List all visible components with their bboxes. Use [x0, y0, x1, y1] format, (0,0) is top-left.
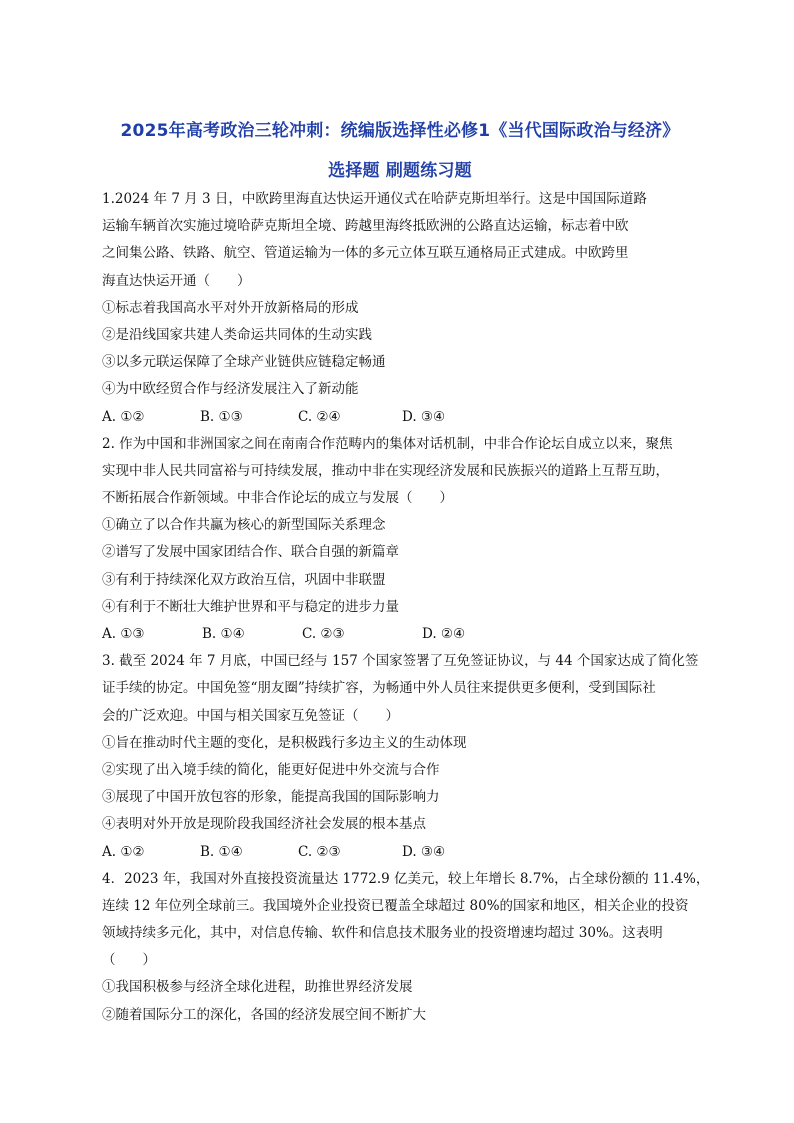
statement-item: ③以多元联运保障了全球产业链供应链稳定畅通: [102, 354, 386, 371]
option-b: B. ①④: [202, 626, 245, 642]
option-c: C. ②③: [302, 626, 345, 642]
statement-item: ①标志着我国高水平对外开放新格局的形成: [102, 299, 359, 316]
statement-item: ④表明对外开放是现阶段我国经济社会发展的根本基点: [102, 816, 426, 833]
statement-item: ④有利于不断壮大维护世界和平与稳定的进步力量: [102, 598, 399, 615]
statement-item: ②是沿线国家共建人类命运共同体的生动实践: [102, 326, 372, 343]
question-2: [102, 431, 702, 649]
statement-item: ①旨在推动时代主题的变化，是积极践行多边主义的生动体现: [102, 734, 467, 751]
question-stem-line: 1.2024 年 7 月 3 日，中欧跨里海直达快运开通仪式在哈萨克斯坦举行。这是中国国际道路: [102, 191, 647, 207]
option-a: A. ①③: [102, 626, 145, 642]
question-stem-line: 运输车辆首次实施过境哈萨克斯坦全境、跨越里海终抵欧洲的公路直达运输，标志着中欧: [102, 218, 629, 235]
option-c: C. ②③: [298, 843, 341, 860]
answer-options: [102, 404, 702, 431]
statement-item: ③展现了中国开放包容的形象，能提高我国的国际影响力: [102, 789, 440, 806]
question-stem-line: 4．2023 年，我国对外直接投资流量达 1772.9 亿美元，较上年增长 8.7%，占全球份额的 11.4%，: [102, 870, 710, 887]
statement-item: ④为中欧经贸合作与经济发展注入了新动能: [102, 381, 359, 398]
answer-options: [102, 839, 702, 866]
question-stem-line: 3. 截至 2024 年 7 月底，中国已经与 157 个国家签署了互免签证协议，与 44 个国家达成了简化签: [102, 653, 699, 670]
option-d: D. ③④: [402, 408, 446, 425]
document-title-line-1: 2025年高考政治三轮冲刺：统编版选择性必修1《当代国际政治与经济》: [120, 121, 680, 141]
question-stem-line: （ ）: [102, 952, 156, 969]
question-3: [102, 648, 702, 866]
option-a: A. ①②: [102, 843, 145, 860]
question-stem-line: 海直达快运开通（ ）: [102, 272, 251, 289]
questions-content: [102, 186, 710, 1029]
question-stem-line: 不断拓展合作新领域。中非合作论坛的成立与发展（ ）: [102, 490, 453, 507]
option-d: D. ③④: [402, 843, 446, 860]
document-title-line-2: 选择题 刷题练习题: [328, 161, 472, 181]
option-b: B. ①③: [200, 408, 243, 425]
question-stem-line: 2. 作为中国和非洲国家之间在南南合作范畴内的集体对话机制，中非合作论坛自成立以来，聚焦: [102, 435, 673, 452]
option-c: C. ②④: [298, 408, 341, 425]
option-d: D. ②④: [422, 626, 466, 642]
answer-options: [102, 621, 702, 648]
option-a: A. ①②: [102, 408, 145, 425]
statement-item: ②实现了出入境手续的简化，能更好促进中外交流与合作: [102, 761, 440, 778]
question-stem-line: 之间集公路、铁路、航空、管道运输为一体的多元立体互联互通格局正式建成。中欧跨里: [102, 245, 629, 262]
question-stem-line: 会的广泛欢迎。中国与相关国家互免签证（ ）: [102, 707, 399, 724]
question-stem-line: 连续 12 年位列全球前三。我国境外企业投资已覆盖全球超过 80%的国家和地区，相关企业的投资: [102, 897, 689, 914]
option-b: B. ①④: [200, 843, 243, 860]
statement-item: ②谱写了发展中国家团结合作、联合自强的新篇章: [102, 544, 399, 561]
question-1: [102, 186, 702, 431]
statement-item: ②随着国际分工的深化，各国的经济发展空间不断扩大: [102, 1006, 426, 1023]
question-stem-line: 领域持续多元化，其中，对信息传输、软件和信息技术服务业的投资增速均超过 30%。这表明: [102, 925, 663, 942]
question-stem-line: 实现中非人民共同富裕与可持续发展，推动中非在实现经济发展和民族振兴的道路上互帮互助，: [102, 462, 669, 479]
question-4: [102, 866, 710, 1029]
statement-item: ①确立了以合作共赢为核心的新型国际关系理念: [102, 517, 386, 534]
statement-item: ①我国积极参与经济全球化进程，助推世界经济发展: [102, 979, 413, 996]
statement-item: ③有利于持续深化双方政治互信，巩固中非联盟: [102, 571, 386, 588]
question-stem-line: 证手续的协定。中国免签“朋友圈”持续扩容，为畅通中外人员往来提供更多便利，受到国际社: [102, 680, 656, 697]
